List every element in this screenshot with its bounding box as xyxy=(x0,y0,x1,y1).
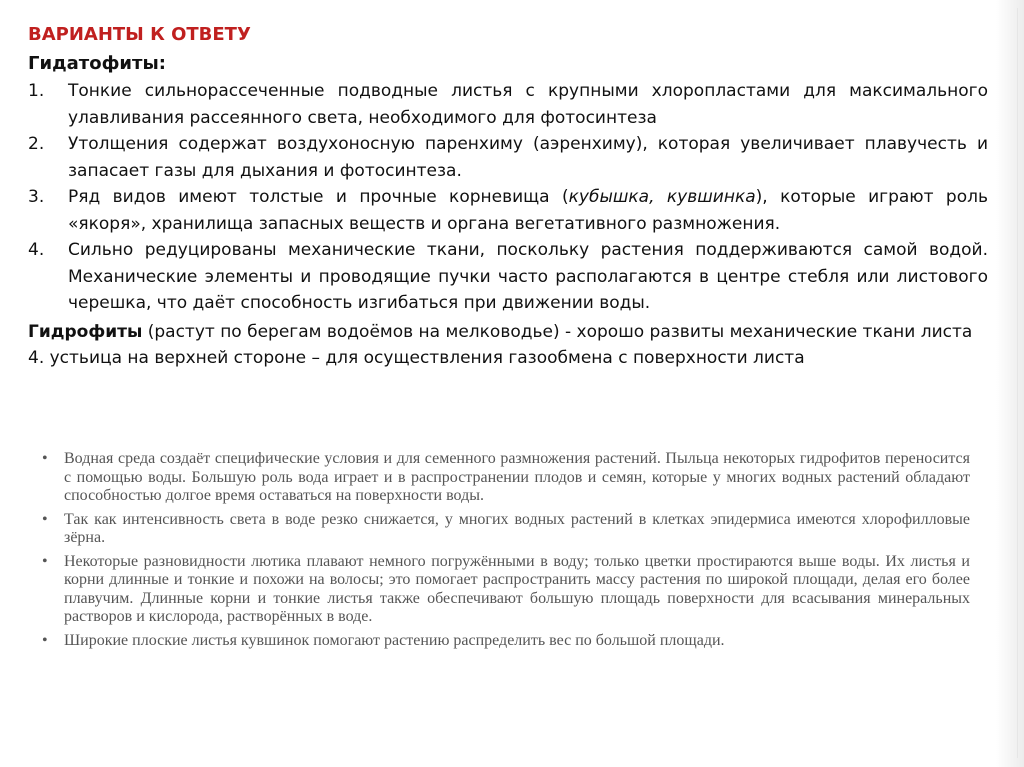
bullet-icon: • xyxy=(42,631,48,649)
list-item xyxy=(28,237,988,317)
list-item-number: 3. xyxy=(28,187,45,207)
bullet-icon: • xyxy=(42,450,48,467)
bullet-item xyxy=(42,450,970,506)
list-item-text: Тонкие сильнорассеченные подводные листья с крупными хлоропластами для максимального улавливания рассеянного света, необходимого для фотосинтеза xyxy=(68,81,988,128)
page-edge-line xyxy=(1017,8,1018,758)
list-item-text: Сильно редуцированы механические ткани, поскольку растения поддерживаются самой водой. Механические элементы и проводящие пучки часто располагаются в центре стебля или листового черешка, что даёт способность изгибаться при движении воды. xyxy=(68,240,988,313)
list-item-number: 1. xyxy=(28,81,45,101)
section-subheading-hydatophytes: Гидатофиты: xyxy=(28,53,166,74)
bullet-text: Водная среда создаёт специфические условия и для семенного размножения растений. Пыльца некоторых гидрофитов переносится с помощью воды. Большую роль вода играет и в распространении плодов и семян, которые у многих водных растений обладают способностью долгое время оставаться на поверхности воды. xyxy=(64,450,970,504)
bullet-item xyxy=(42,632,970,651)
list-item xyxy=(28,184,988,237)
bullet-icon: • xyxy=(42,510,48,528)
hydatophytes-list xyxy=(28,78,988,317)
bullet-icon: • xyxy=(42,552,48,570)
bullet-item xyxy=(42,511,970,548)
bullet-text: Некоторые разновидности лютика плавают немного погружёнными в воду; только цветки простираются выше воды. Их листья и корни длинные и тонкие и похожи на волосы; это помогает распространить массу растения по широкой площади, делая его более плавучим. Длинные корни и тонкие листья также обеспечивают большую площадь поверхности для всасывания минеральных растворов и кислорода, растворённых в воде. xyxy=(64,552,970,625)
list-item xyxy=(28,78,988,131)
list-item-text: Утолщения содержат воздухоносную паренхиму (аэренхиму), которая увеличивает плавучесть и запасает газы для дыхания и фотосинтеза. xyxy=(68,134,988,181)
answer-block xyxy=(28,20,988,372)
list-item-italic-examples: кубышка, кувшинка xyxy=(568,187,756,207)
list-item xyxy=(28,131,988,184)
bullet-text: Широкие плоские листья кувшинок помогают растению распределить вес по большой площади. xyxy=(64,631,725,649)
page-title: ВАРИАНТЫ К ОТВЕТУ xyxy=(28,24,251,45)
list-item-number: 2. xyxy=(28,134,45,154)
stomata-paragraph: 4. устьица на верхней стороне – для осуществления газообмена с поверхности листа xyxy=(28,348,805,368)
bullet-text: Так как интенсивность света в воде резко снижается, у многих водных растений в клетках эпидермиса имеются хлорофилловые зёрна. xyxy=(64,510,970,546)
hydrophytes-term: Гидрофиты xyxy=(28,321,143,342)
bullet-item xyxy=(42,553,970,627)
notes-bullet-list xyxy=(42,450,970,655)
list-item-text-after: ), которые играют роль «якоря», хранилища запасных веществ и органа вегетативного размножения. xyxy=(68,187,988,234)
list-item-text-before: Ряд видов имеют толстые и прочные корневища ( xyxy=(68,187,569,207)
list-item-number: 4. xyxy=(28,240,45,260)
page-edge-shadow xyxy=(996,0,1024,767)
hydrophytes-paragraph xyxy=(28,319,988,346)
hydrophytes-text: (растут по берегам водоёмов на мелководье) - хорошо развиты механические ткани листа xyxy=(142,321,973,342)
